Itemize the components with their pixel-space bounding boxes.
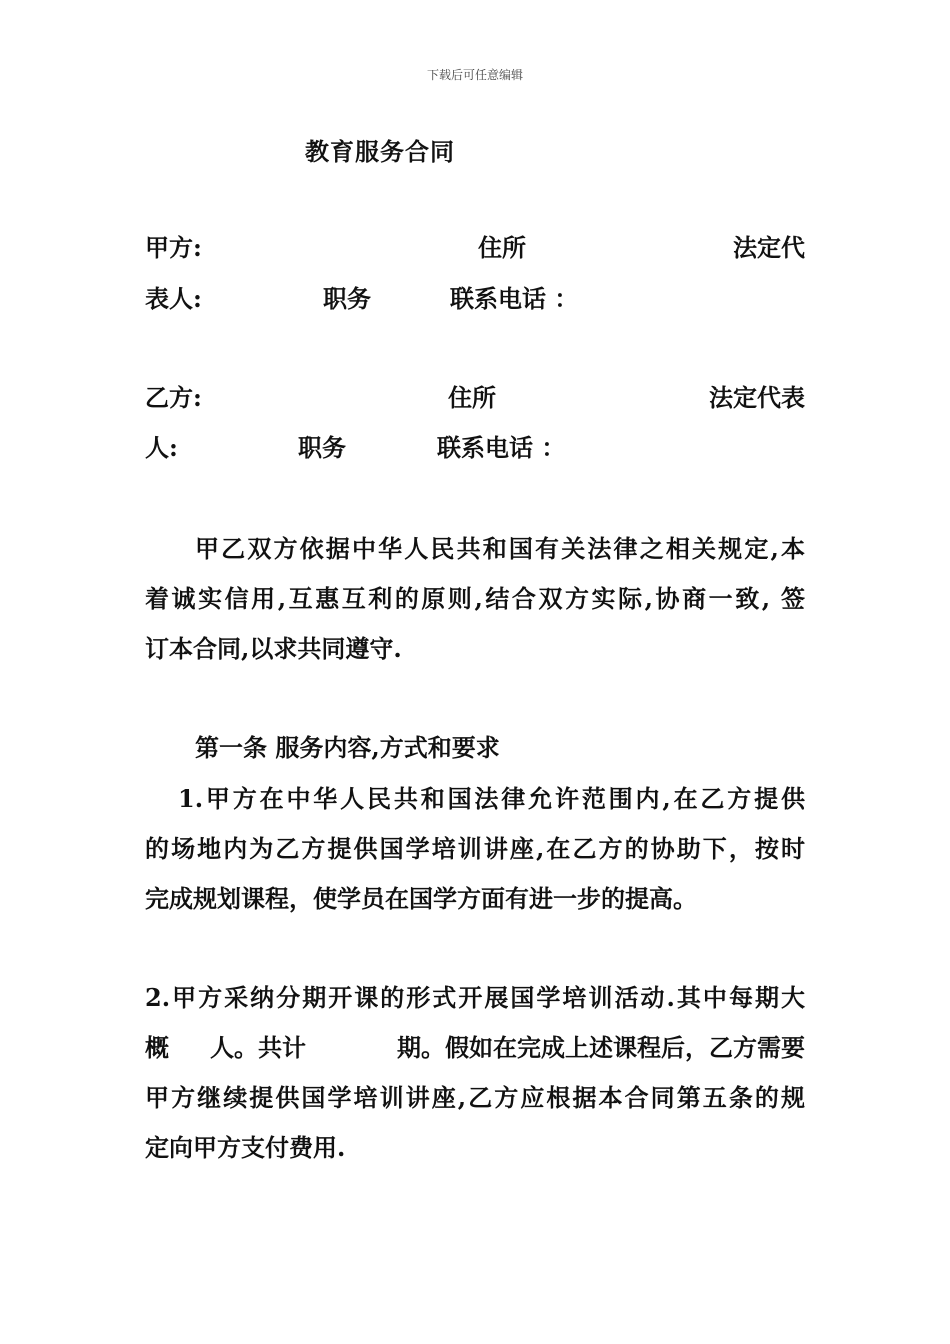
- article-1-item-1-line-3: 完成规划课程，使学员在国学方面有进一步的提高。: [145, 884, 697, 913]
- party-b-rep-label-part2: 人:: [145, 433, 178, 462]
- party-a-position-label: 职务: [323, 284, 371, 313]
- item-2-people-label: 人。共计: [210, 1033, 306, 1062]
- preamble-line-1: 甲乙双方依据中华人民共和国有关法律之相关规定,本: [195, 534, 805, 563]
- document-title: 教育服务合同: [305, 137, 455, 166]
- article-1-item-1-line-2: 的场地内为乙方提供国学培训讲座,在乙方的协助下，按时: [145, 834, 805, 863]
- article-1-item-2-line-1: 2.甲方采纳分期开课的形式开展国学培训活动.其中每期大: [145, 983, 805, 1012]
- party-b-phone-label: 联系电话 ：: [437, 433, 566, 462]
- party-a-rep-label-part2: 表人:: [145, 284, 202, 313]
- article-1-item-2-line-3: 甲方继续提供国学培训讲座,乙方应根据本合同第五条的规: [145, 1083, 805, 1112]
- article-1-heading: 第一条 服务内容,方式和要求: [195, 733, 500, 762]
- article-1-item-1-line-1: 1.甲方在中华人民共和国法律允许范围内,在乙方提供: [178, 784, 805, 813]
- party-b-address-label: 住所: [448, 383, 496, 412]
- preamble-line-2: 着诚实信用,互惠互利的原则,结合双方实际,协商一致, 签: [145, 584, 805, 613]
- party-a-label: 甲方:: [145, 233, 202, 262]
- page-header-note: 下载后可任意编辑: [426, 68, 523, 82]
- party-b-position-label: 职务: [298, 433, 346, 462]
- party-a-phone-label: 联系电话 ：: [450, 284, 579, 313]
- party-b-label: 乙方:: [145, 383, 202, 412]
- preamble-line-3: 订本合同,以求共同遵守.: [145, 634, 402, 663]
- party-b-rep-label-part1: 法定代表: [709, 383, 805, 412]
- article-1-item-2-line-4: 定向甲方支付费用.: [145, 1133, 346, 1162]
- item-2-approx-label: 概: [145, 1033, 169, 1062]
- item-2-periods-label: 期。假如在完成上述课程后，乙方需要: [397, 1033, 805, 1062]
- party-a-address-label: 住所: [478, 233, 526, 262]
- party-a-rep-label-part1: 法定代: [733, 233, 805, 262]
